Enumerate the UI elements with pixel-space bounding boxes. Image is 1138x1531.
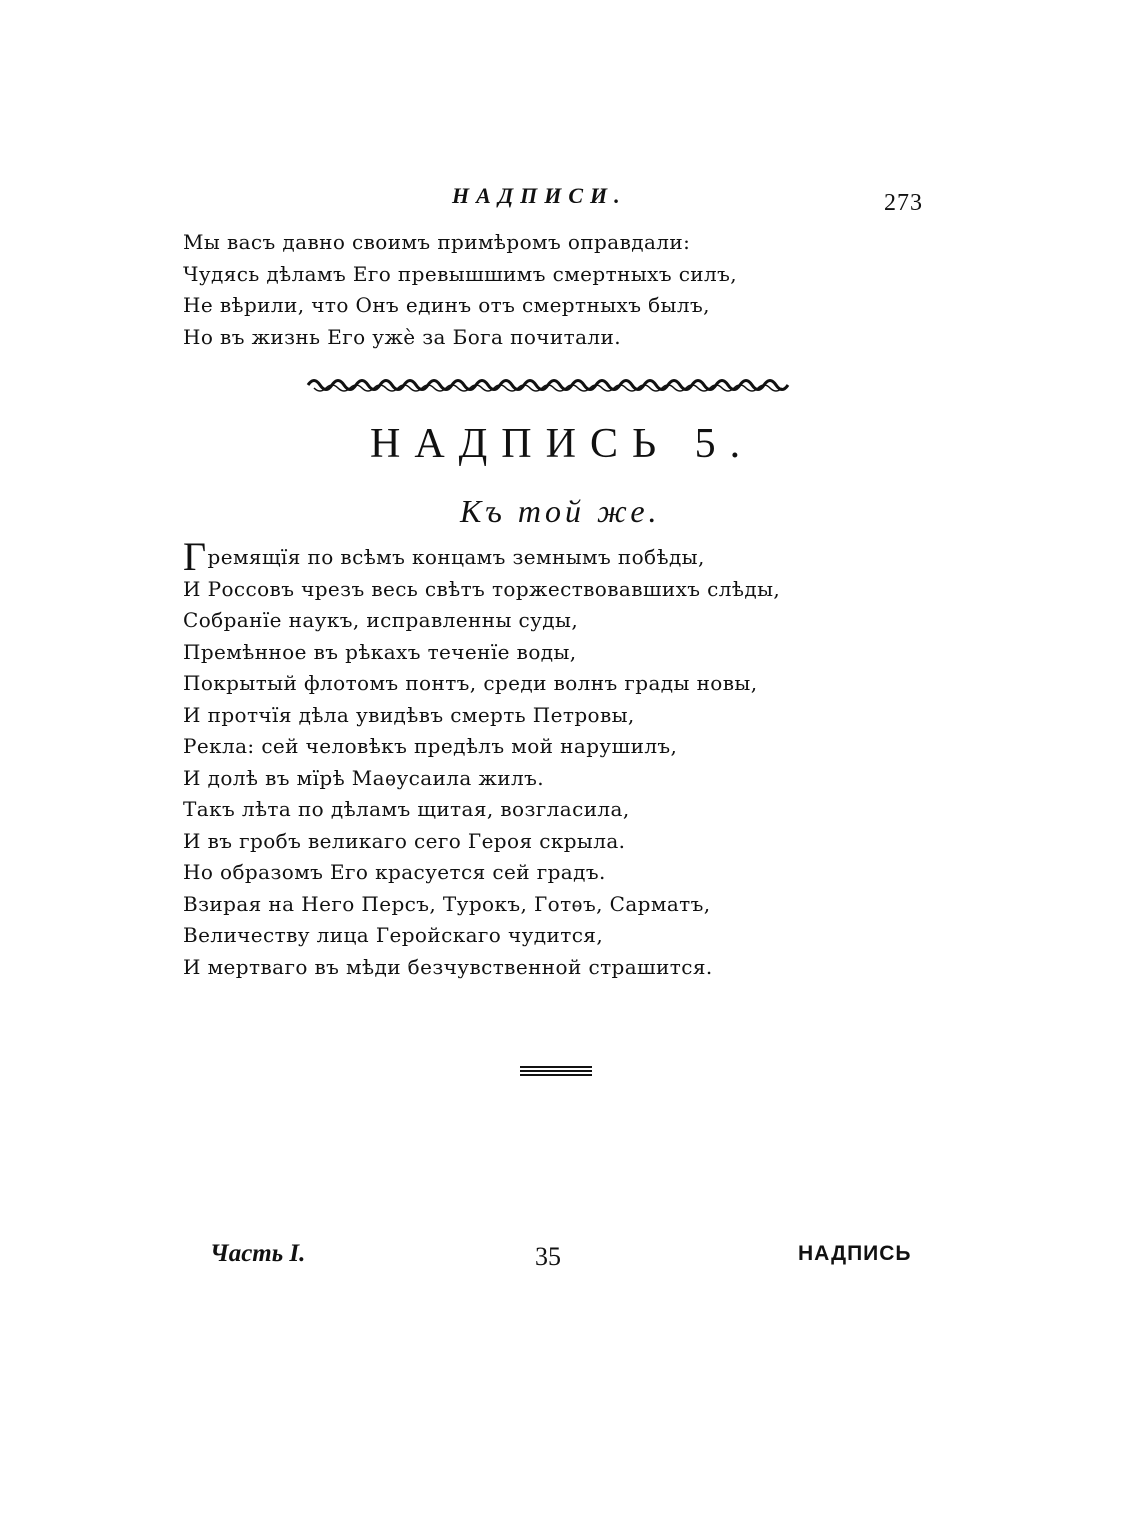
volume-part: Часть I. xyxy=(210,1240,306,1267)
running-title: НАДПИСИ. xyxy=(452,183,627,208)
verse-line: И въ гробъ великаго сего Героя скрыла. xyxy=(183,828,626,853)
page-number: 273 xyxy=(884,190,923,216)
verse-line-rest: ремящїя по всѣмъ концамъ земнымъ побѣды, xyxy=(207,545,705,569)
verse-line: Премѣнное въ рѣкахъ теченїе воды, xyxy=(183,639,577,664)
end-rule xyxy=(520,1066,592,1076)
poem-body xyxy=(183,534,781,983)
verse-line: Мы васъ давно своимъ примѣромъ оправдали: xyxy=(183,230,691,254)
catchword: НАДПИСЬ xyxy=(798,1242,912,1265)
verse-line: Рекла: сей человѣкъ предѣлъ мой нарушилъ, xyxy=(183,734,678,758)
signature-mark: 35 xyxy=(535,1242,561,1271)
verse-line: И мертваго въ мѣди безчувственной страшится. xyxy=(183,954,713,979)
poem-subtitle: Къ той же. xyxy=(460,493,661,529)
verse-line: И Россовъ чрезъ весь свѣтъ торжествовавшихъ слѣды, xyxy=(183,576,781,601)
verse-line: Не вѣрили, что Онъ единъ отъ смертныхъ былъ, xyxy=(183,293,710,317)
drop-cap: Г xyxy=(183,534,207,579)
verse-line: Такъ лѣта по дѣламъ щитая, возгласила, xyxy=(183,797,630,821)
ornamental-divider xyxy=(306,374,798,396)
verse-line: Но образомъ Его красуется сей градъ. xyxy=(183,860,606,884)
verse-line: Но въ жизнь Его ужè за Бога почитали. xyxy=(183,324,622,349)
verse-line: И долѣ въ мїрѣ Маѳусаила жилъ. xyxy=(183,765,544,790)
verse-line: Собранїе наукъ, исправленны суды, xyxy=(183,608,579,632)
top-stanza xyxy=(183,227,737,353)
poem-title: НАДПИСЬ 5. xyxy=(370,421,755,467)
verse-line: Величеству лица Геройскаго чудится, xyxy=(183,923,604,947)
verse-line: Взирая на Него Персъ, Турокъ, Готѳъ, Сарматъ, xyxy=(183,891,711,916)
verse-line-first xyxy=(183,534,780,579)
verse-line: И протчїя дѣла увидѣвъ смерть Петровы, xyxy=(183,702,635,727)
verse-line: Чудясь дѣламъ Его превышшимъ смертныхъ силъ, xyxy=(183,261,738,286)
verse-line: Покрытый флотомъ понтъ, среди волнъ грады новы, xyxy=(183,671,758,695)
